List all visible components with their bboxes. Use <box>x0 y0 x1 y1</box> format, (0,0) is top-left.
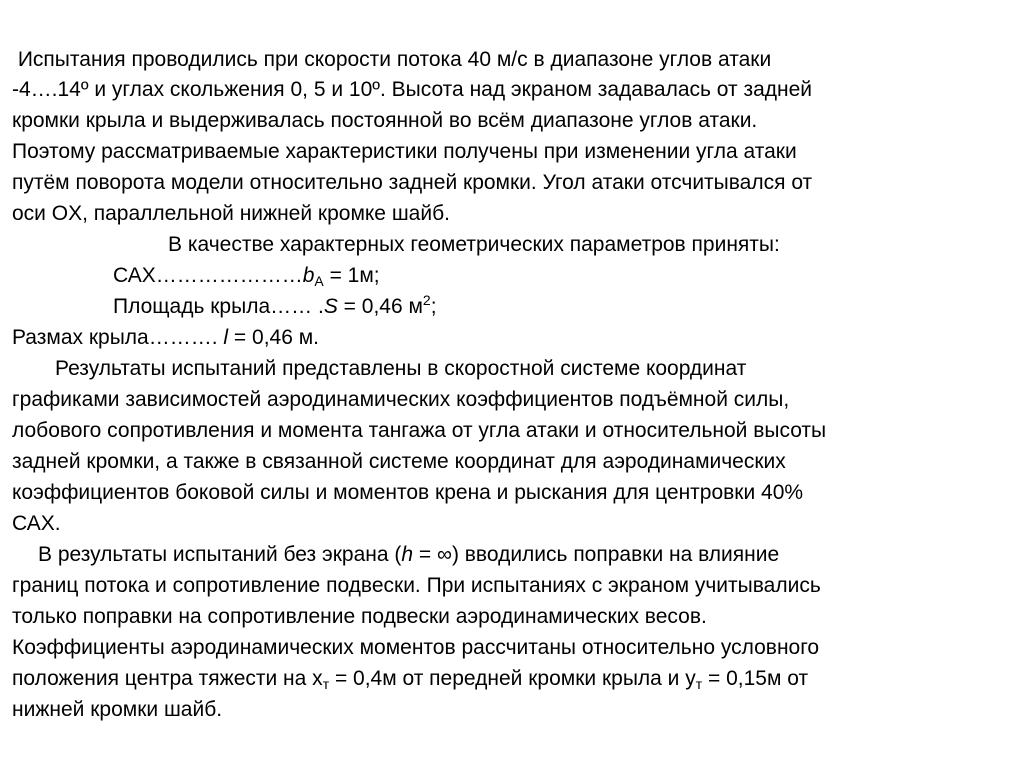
param-span: Размах крыла………. l = 0,46 м. <box>12 326 319 349</box>
results-line-1: Результаты испытаний представлены в скоростной системе координат <box>55 357 747 380</box>
param-area: Площадь крыла…… .S = 0,46 $м^2$; <box>113 292 437 318</box>
params-heading: В качестве характерных геометрических параметров приняты: <box>168 233 780 256</box>
results-line-2: графиками зависимостей аэродинамических коэффициентов подъёмной силы, <box>12 388 790 411</box>
param-sax: $САХ\dots\dots\dots\dots\dots\dots\dots b_A = 1м$; <box>113 264 380 289</box>
noscreen-line: В результаты испытаний без экрана (h = ∞) вводились поправки на влияние <box>38 543 780 566</box>
text-line-2: -4….14º и углах скольжения 0, 5 и 10º. Высота над экраном задавалась от задней <box>12 78 813 101</box>
last-line: нижней кромки шайб. <box>12 698 223 721</box>
tail-line-2: только поправки на сопротивление подвески аэродинамических весов. <box>12 605 707 628</box>
cg-line: положения центра тяжести на $x_т = 0,4м$ от передней кромки крыла и $y_т = 0,15м$ от <box>12 667 809 692</box>
text-line-6: оси OX, параллельной нижней кромке шайб. <box>12 202 450 225</box>
results-line-5: коэффициентов боковой силы и моментов крена и рыскания для центровки 40% <box>12 481 804 504</box>
results-line-6: САХ. <box>12 512 61 535</box>
results-line-4: задней кромки, а также в связанной системе координат для аэродинамических <box>12 450 786 473</box>
tail-line-1: границ потока и сопротивление подвески. При испытаниях с экраном учитывались <box>12 574 821 597</box>
text-line-5: путём поворота модели относительно задней кромки. Угол атаки отсчитывался от <box>12 171 813 194</box>
results-line-3: лобового сопротивления и момента тангажа от угла атаки и относительной высоты <box>12 419 827 442</box>
text-line-4: Поэтому рассматриваемые характеристики получены при изменении угла атаки <box>12 140 797 163</box>
tail-line-3: Коэффициенты аэродинамических моментов рассчитаны относительно условного <box>12 636 820 659</box>
text-line-3: кромки крыла и выдерживалась постоянной во всём диапазоне углов атаки. <box>12 109 758 132</box>
text-line-1: Испытания проводились при скорости потока 40 м/с в диапазоне углов атаки <box>12 48 772 71</box>
